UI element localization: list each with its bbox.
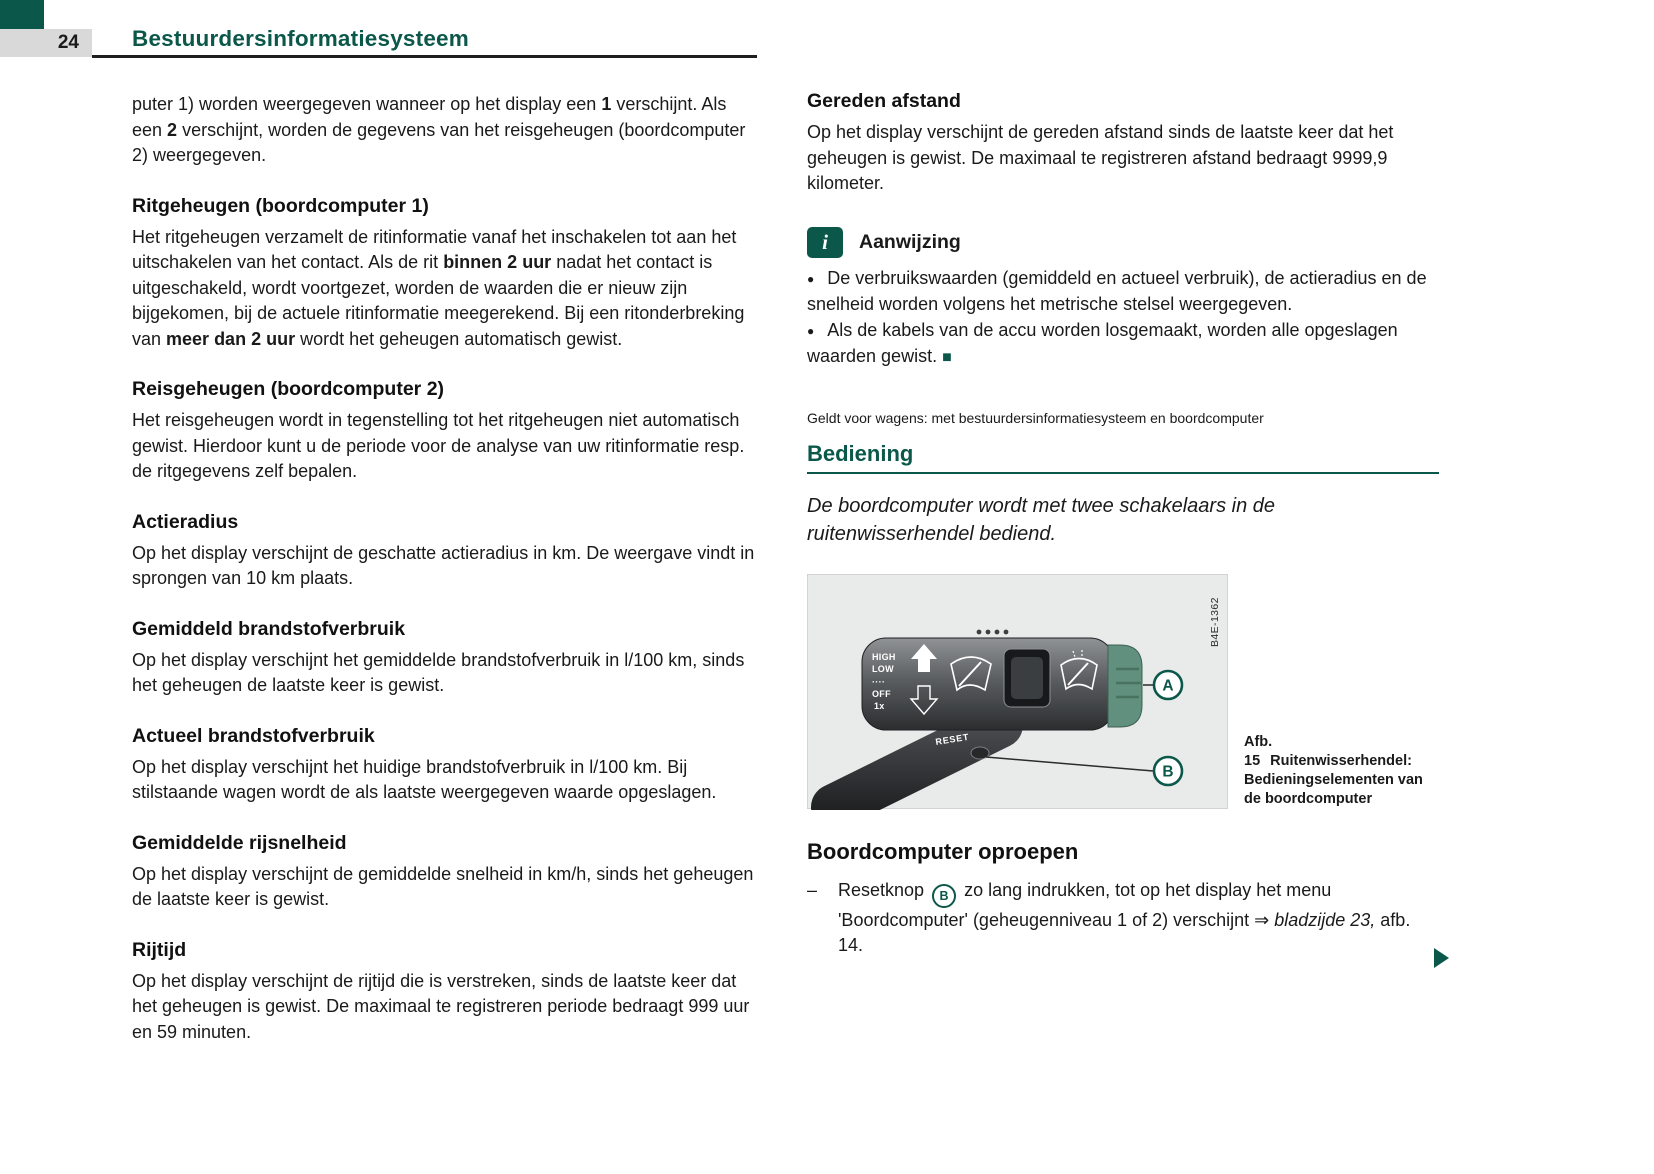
section-heading: Ritgeheugen (boordcomputer 1): [132, 194, 429, 217]
page-title: Bestuurdersinformatiesysteem: [132, 26, 469, 51]
section-heading: Gemiddeld brandstofverbruik: [132, 617, 406, 640]
figure-15: [807, 574, 1439, 809]
section-rijtijd: [132, 939, 758, 1046]
section-reisgeheugen: [132, 378, 758, 485]
intermittent-dots-icon: [977, 629, 1009, 634]
callout-a-label: A: [1162, 677, 1174, 694]
section-body: Op het display verschijnt de gereden afstand sinds de laatste keer dat het geheugen is gewist. De maximaal te registreren afstand bedraagt 9999,9 kilometer.: [807, 122, 1394, 193]
label-off: OFF: [872, 688, 891, 699]
section-body: Op het display verschijnt de gemiddelde snelheid in km/h, sinds het geheugen de laatste keer is gewist.: [132, 863, 754, 909]
figure-caption: [1244, 733, 1439, 809]
section-heading: Actueel brandstofverbruik: [132, 724, 375, 747]
wiper-stalk-drawing: [808, 575, 1229, 810]
label-intermittent: ····: [872, 676, 886, 687]
label-high: HIGH: [872, 651, 896, 662]
figure-code: B4E-1362: [1209, 596, 1221, 647]
oproepen-heading: Boordcomputer oproepen: [807, 838, 1079, 864]
section-body: Het reisgeheugen wordt in tegenstelling tot het ritgeheugen niet automatisch gewist. Hierdoor kunt u de periode voor de analyse van uw ritinformatie resp. de ritgegevens zelf bepalen.: [132, 410, 745, 481]
corner-mark: [0, 0, 44, 29]
intro-paragraph: puter 1) worden weergegeven wanneer op het display een 1 verschijnt. Als een 2 verschijnt, worden de gegevens van het reisgeheugen (boordcomputer 2) weergegeven.: [132, 94, 746, 165]
section-heading: Rijtijd: [132, 938, 187, 961]
section-actueel-verbruik: [132, 725, 758, 806]
note-block: [807, 227, 1439, 371]
next-page-arrow-icon: [1434, 948, 1449, 968]
right-column: [807, 90, 1439, 959]
bullet-icon: ●: [807, 271, 815, 286]
bullet-icon: ●: [807, 323, 815, 338]
callout-b-label: B: [1162, 763, 1174, 780]
section-ritgeheugen: [132, 195, 758, 353]
instruction-text: Resetknop B zo lang indrukken, tot op het display het menu 'Boordcomputer' (geheugenniveau 1 of 2) verschijnt ⇒ bladzijde 23, afb. 14.: [838, 879, 1411, 956]
note-bullet: [807, 318, 1439, 371]
label-once: 1x: [874, 700, 885, 711]
bediening-lead: De boordcomputer wordt met twee schakelaars in de ruitenwisserhendel bediend.: [807, 494, 1276, 545]
section-body: Op het display verschijnt de rijtijd die is verstreken, sinds de laatste keer dat het geheugen is gewist. De maximaal te registreren periode bedraagt 999 uur en 59 minuten.: [132, 970, 750, 1042]
rocker-switch: [1004, 649, 1050, 707]
bullet-text: Als de kabels van de accu worden losgemaakt, worden alle opgeslagen waarden gewist. ■: [807, 319, 1398, 366]
section-rijsnelheid: [132, 832, 758, 913]
applies-to-note: Geldt voor wagens: met bestuurdersinformatiesysteem en boordcomputer: [807, 409, 1264, 426]
stalk-arm: [834, 725, 1000, 807]
left-column: [132, 92, 758, 1045]
dash-icon: –: [807, 879, 818, 900]
instruction-item: [807, 878, 1439, 959]
section-body: Op het display verschijnt het huidige brandstofverbruik in l/100 km. Bij stilstaande wagen wordt de als laatste weergegeven waarde opgeslagen.: [132, 756, 717, 802]
section-body: Het ritgeheugen verzamelt de ritinformatie vanaf het inschakelen tot aan het uitschakelen van het contact. Als de rit binnen 2 uur nadat het contact is uitgeschakeld, wordt voortgezet, worden de waarden die er nieuw zijn bijgekomen, bij de actuele ritinformatie meegerekend. Bij een ritonderbreking van meer dan 2 uur wordt het geheugen automatisch gewist.: [132, 226, 745, 349]
page-number: 24: [0, 29, 92, 57]
bediening-rule: [807, 472, 1439, 474]
wiper-switch-a: [1108, 645, 1142, 727]
note-bullet: [807, 266, 1439, 318]
section-actieradius: [132, 511, 758, 592]
section-heading: Gemiddelde rijsnelheid: [132, 831, 347, 854]
section-heading: Reisgeheugen (boordcomputer 2): [132, 378, 445, 400]
figure-caption-label: Afb. 15: [1244, 733, 1273, 769]
label-low: LOW: [872, 663, 894, 674]
note-header: [807, 227, 1439, 258]
section-gemiddeld-verbruik: [132, 618, 758, 699]
callout-b: [986, 757, 1182, 785]
section-body: Op het display verschijnt de geschatte actieradius in km. De weergave vindt in sprongen van 10 km plaats.: [132, 542, 755, 588]
info-icon: i: [807, 227, 843, 258]
section-heading: Actieradius: [132, 510, 239, 533]
reset-label: RESET: [934, 731, 970, 747]
header-rule: [92, 55, 757, 58]
bullet-text: De verbruikswaarden (gemiddeld en actueel verbruik), de actieradius en de snelheid worden volgens het metrische stelsel weergegeven.: [807, 267, 1427, 314]
bediening-heading: Bediening: [807, 440, 914, 466]
section-gereden-afstand: [807, 90, 1439, 197]
section-body: Op het display verschijnt het gemiddelde brandstofverbruik in l/100 km, sinds het geheugen de laatste keer is gewist.: [132, 649, 745, 695]
wiper-stalk-illustration: [807, 574, 1228, 809]
note-title: Aanwijzing: [859, 230, 961, 253]
figure-caption-text: Ruitenwisserhendel: Bedieningselementen van de boordcomputer: [1244, 752, 1423, 807]
callout-a: [1143, 671, 1182, 699]
section-heading: Gereden afstand: [807, 90, 961, 112]
